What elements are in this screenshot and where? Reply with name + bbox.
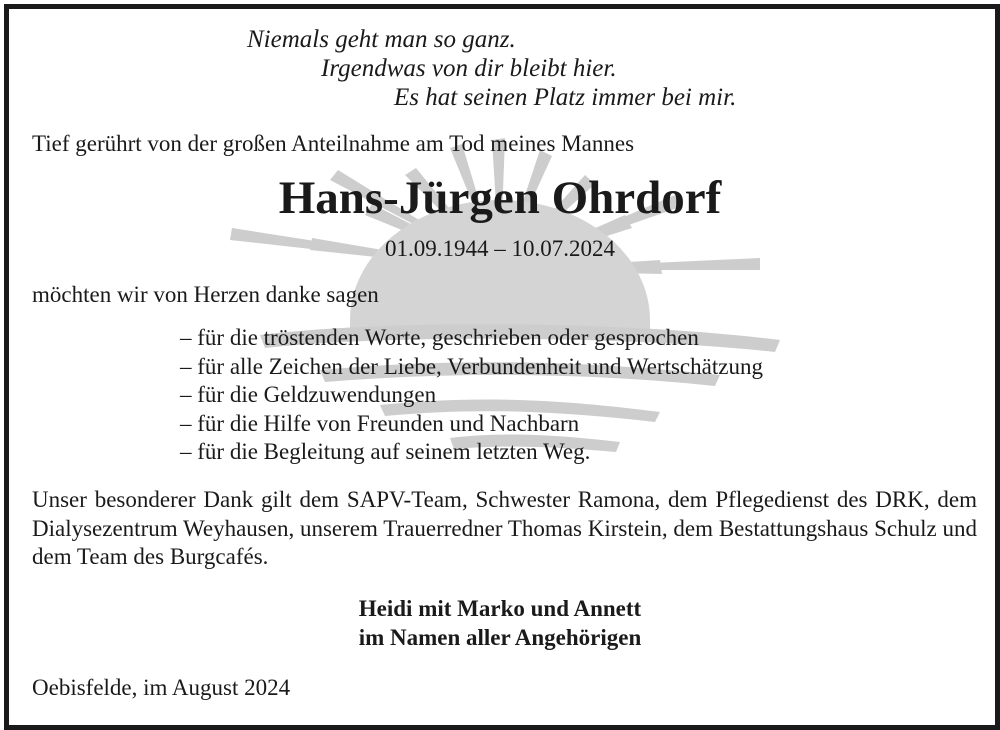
deceased-name: Hans-Jürgen Ohrdorf bbox=[278, 172, 722, 224]
poem-line-3: Es hat seinen Platz immer bei mir. bbox=[394, 84, 737, 111]
list-item: – für alle Zeichen der Liebe, Verbundenheit und Wertschätzung bbox=[180, 353, 763, 379]
place-date: Oebisfelde, im August 2024 bbox=[32, 675, 291, 700]
signature-line-2: im Namen aller Angehörigen bbox=[358, 625, 642, 650]
list-item: – für die Geldzuwendungen bbox=[180, 382, 437, 407]
special-thanks-paragraph: Unser besonderer Dank gilt dem SAPV-Team, Schwester Ramona, dem Pflegedienst des DRK, dem Dialysezentrum Weyhausen, unserem Trauerredner Thomas Kirstein, dem Bestattungshaus Schulz und dem Team des Burgcafés. bbox=[32, 487, 977, 569]
poem-line-1: Niemals geht man so ganz. bbox=[247, 26, 516, 53]
signature-line-1: Heidi mit Marko und Annett bbox=[358, 596, 642, 621]
life-dates: 01.09.1944 – 10.07.2024 bbox=[385, 236, 615, 261]
list-item: – für die Hilfe von Freunden und Nachbarn bbox=[180, 410, 580, 436]
thanks-list bbox=[180, 324, 763, 467]
list-item: – für die tröstenden Worte, geschrieben oder gesprochen bbox=[180, 325, 699, 350]
thanks-lead: möchten wir von Herzen danke sagen bbox=[32, 282, 379, 307]
intro-text: Tief gerührt von der großen Anteilnahme am Tod meines Mannes bbox=[32, 131, 635, 156]
poem-line-2: Irgendwas von dir bleibt hier. bbox=[321, 55, 617, 82]
list-item: – für die Begleitung auf seinem letzten Weg. bbox=[180, 439, 591, 464]
